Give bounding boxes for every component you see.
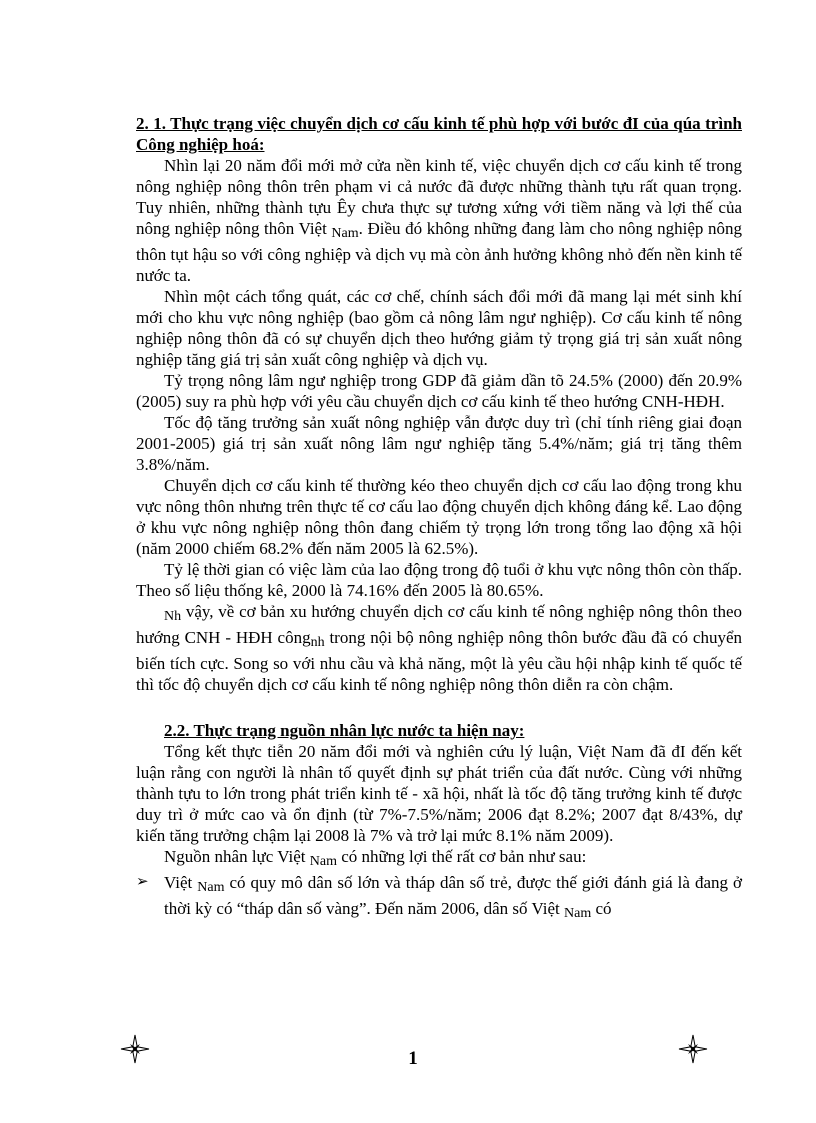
section-1-paragraph-6: Tỷ lệ thời gian có việc làm của lao động trong độ tuổi ở khu vực nông thôn còn thấp. Theo số liệu thống kê, 2000 là 74.16% đến 2005 là 80.65%. [136,560,742,600]
list-item: ➢ Việt $_{Nam}$ có quy mô dân số lớn và tháp dân số trẻ, được thế giới đánh giá là đang ở thời kỳ có “tháp dân số vàng”. Đến năm 2006, dân số Việt $_{Nam}$ có [136,873,743,921]
arrow-bullet-icon: ➢ [136,874,149,890]
section-1-paragraph-3: Tỷ trọng nông lâm ngư nghiệp trong GDP đã giảm dần tõ 24.5% (2000) đến 20.9% (2005) suy ra phù hợp với yêu cầu chuyển dịch cơ cấu kinh tế theo hướng CNH-HĐH. [136,371,742,411]
section-2-paragraph-2: Nguồn nhân lực Việt $_{Nam}$ có những lợi thế rất cơ bản như sau: [164,847,587,869]
section-1-heading: 2. 1. Thực trạng việc chuyển dịch cơ cấu kinh tế phù hợp với bước đI của qúa trình Công nghiệp hoá: [136,114,742,154]
section-2-paragraph-1: Tổng kết thực tiễn 20 năm đổi mới và nghiên cứu lý luận, Việt Nam đã đI đến kết luận rằng con người là nhân tố quyết định sự phát triển của đất nước. Cùng với những thành tựu to lớn trong phát triển kinh tế - xã hội, nhất là tốc độ tăng trưởng kinh tế được duy trì ở mức cao và ổn định (từ 7%-7.5%/năm; 2006 đạt 8.2%; 2007 đạt 8/43%, dự kiến tăng trưởng chậm lại 2008 là 7% và trở lại mức 8.1% năm 2009). [136,742,742,845]
section-1-paragraph-7: $_{Nh}$ vậy, về cơ bản xu hướng chuyển dịch cơ cấu kinh tế nông nghiệp nông thôn theo hướng CNH - HĐH công$_{nh}$ trong nội bộ nông nghiệp nông thôn bước đầu đã có chuyển biến tích cực. Song so với nhu cầu và khả năng, một là yêu cầu hội nhập kinh tế quốc tế thì tốc độ chuyển dịch cơ cấu kinh tế nông nghiệp nông thôn diễn ra còn chậm. [136,602,743,694]
page-footer [0,1034,816,1074]
compass-star-icon [678,1034,708,1064]
section-1-paragraph-5: Chuyển dịch cơ cấu kinh tế thường kéo theo chuyển dịch cơ cấu lao động trong khu vực nông thôn nhưng trên thực tế cơ cấu lao động chuyển dịch không đáng kể. Lao động ở khu vực nông nghiệp nông thôn đang chiếm tỷ trọng lớn trong tổng lao động xã hội (năm 2000 chiếm 68.2% đến năm 2005 là 62.5%). [136,476,742,558]
section-2-heading: 2.2. Thực trạng nguồn nhân lực nước ta hiện nay: [164,721,525,740]
page-content [136,113,742,924]
advantages-list [136,872,742,924]
page-number: 1 [408,1048,418,1069]
section-1-paragraph-1: Nhìn lại 20 năm đổi mới mở cửa nền kinh tế, việc chuyển dịch cơ cấu kinh tế trong nông nghiệp nông thôn trên phạm vi cả nước đã được những thành tựu rất quan trọng. Tuy nhiên, những thành tựu Êy chưa thực sự tương xứng với tiềm năng và lợi thế của nông nghiệp nông thôn Việt $_{Nam}$. Điều đó không những đang làm cho nông nghiệp nông thôn tụt hậu so với công nghiệp và dịch vụ mà còn ảnh hưởng không nhỏ đến nền kinh tế nước ta. [136,156,742,285]
section-1-paragraph-2: Nhìn một cách tổng quát, các cơ chế, chính sách đổi mới đã mang lại mét sinh khí mới cho khu vực nông nghiệp (bao gồm cả nông lâm ngư nghiệp). Cơ cấu kinh tế nông nghiệp nông thôn đã có sự chuyển dịch theo hướng giảm tỷ trọng giá trị sản xuất nông nghiệp tăng giá trị sản xuất công nghiệp và dịch vụ. [136,287,742,369]
section-1-paragraph-4: Tốc độ tăng trưởng sản xuất nông nghiệp vẫn được duy trì (chỉ tính riêng giai đoạn 2001-2005) giá trị sản xuất nông lâm ngư nghiệp tăng 5.4%/năm; giá trị tăng thêm 3.8%/năm. [136,413,742,474]
compass-star-icon [120,1034,150,1064]
